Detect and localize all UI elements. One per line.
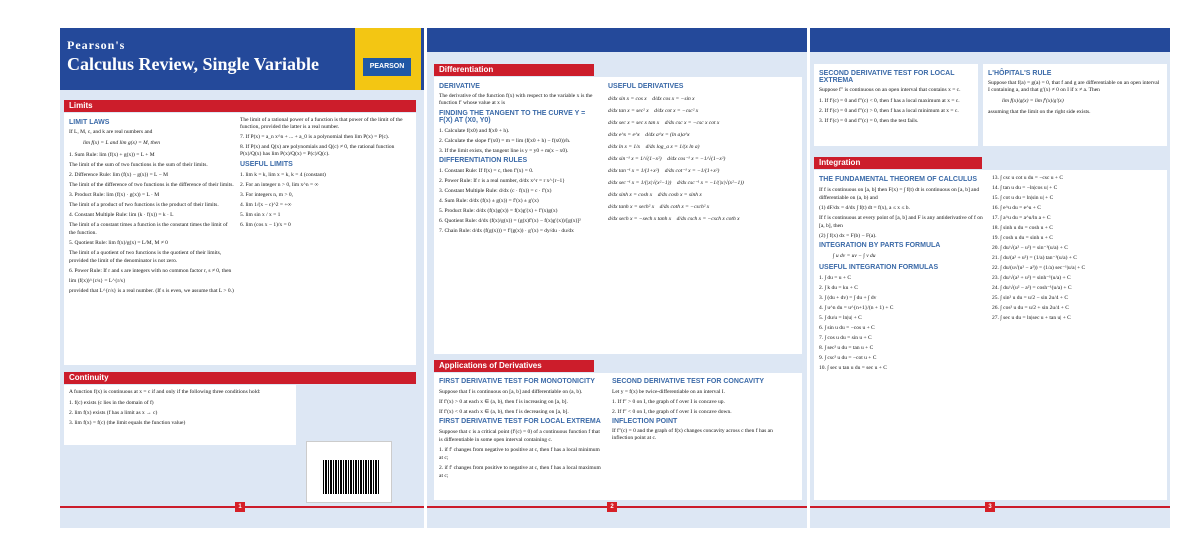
monotonic-intro: Suppose that f is continuous on [a, b] and differentiable on (a, b). (439, 389, 583, 395)
applications-box (434, 373, 802, 500)
continuity-header: Continuity (64, 372, 416, 384)
integral-9: 9. ∫ csc² u du = −cot u + C (819, 355, 877, 361)
integral-6: 6. ∫ sin u du = −cos u + C (819, 325, 875, 331)
integral-22: 22. ∫ du/(u√(u² − a²)) = (1/a) sec⁻¹|u/a| + C (992, 265, 1086, 271)
sum-derivative-rule: 4. Sum Rule: d/dx (f(x) ± g(x)) = f′(x) ± g′(x) (439, 198, 539, 204)
derivative-formula-grid: d/dx sin x = cos x d/dx cos x = −sin x d/dx tan x = sec² x d/dx cot x = −csc² x d/dx sec x = sec x tan x d/dx csc x = −csc x cot x d/dx e^x = e^x d/dx a^x = (ln a)a^x d/dx ln x = 1/x d/dx log_a x = 1/(x ln a) d/dx sin⁻¹ x = 1/√(1−x²) d/dx cos⁻¹ x = −1/√(1−x²) d/dx tan⁻¹ x = 1/(1+x²) d/dx cot⁻¹ x = −1/(1+x²) d/dx sec⁻¹ x = 1/(|x|√(x²−1)) d/dx csc⁻¹ x = −1/(|x|√(x²−1)) d/dx sinh x = cosh x d/dx cosh x = sinh x d/dx tanh x = sech² x d/dx coth x = −csch² x d/dx sech x = −sech x tanh x d/dx csch x = −csch x coth x (608, 96, 744, 222)
integral-7: 7. ∫ cos u du = sin u + C (819, 335, 872, 341)
limits-box (64, 113, 416, 365)
page-number-1: 1 (235, 502, 245, 512)
power-derivative-rule: 2. Power Rule: If r is a real number, d/dx x^r = r x^{r−1} (439, 178, 565, 184)
integration-header: Integration (814, 157, 982, 169)
tangent-step-2: 2. Calculate the slope f′(x0) = m = lim (f(x0 + h) − f(x0))/h. (439, 138, 571, 144)
useful-limit-2: 2. For an integer n > 0, lim x^n = ∞ (240, 182, 319, 188)
integral-18: 18. ∫ sinh u du = cosh u + C (992, 225, 1053, 231)
lhopital-box (983, 64, 1167, 146)
lhopital-text: Suppose that f(a) = g(a) = 0, that f and g are differentiable on an open interval I containing a, and that g′(x) ≠ 0 on I if x ≠ a. Then (988, 80, 1160, 93)
concave-down-condition: 2. If f″ < 0 on I, the graph of f over I is concave down. (612, 409, 732, 415)
difference-rule: 2. Difference Rule: lim (f(x) − g(x)) = L − M (69, 172, 168, 178)
product-rule: 3. Product Rule: lim (f(x) · g(x)) = L · M (69, 192, 160, 198)
applications-header: Applications of Derivatives (434, 360, 594, 372)
quotient-rule: 5. Quotient Rule: lim f(x)/g(x) = L/M, M ≠ 0 (69, 240, 168, 246)
ftc-equation-2: (2) ∫ f(x) dx = F(b) − F(a). (819, 233, 877, 239)
limit-intro: If L, M, c, and k are real numbers and (69, 129, 153, 135)
integral-8: 8. ∫ sec² u du = tan u + C (819, 345, 874, 351)
power-rule: 6. Power Rule: If r and s are integers with no common factor r, s ≠ 0, then (69, 268, 232, 274)
useful-derivatives-title: USEFUL DERIVATIVES (608, 83, 684, 90)
power-rule-note: provided that L^{r/s} is a real number. (If s is even, we assume that L > 0.) (69, 288, 234, 294)
continuity-condition-3: 3. lim f(x) = f(c) (the limit equals the function value) (69, 420, 186, 426)
local-maximum-test: 1. If f′(c) = 0 and f″(c) < 0, then f has a local maximum at x = c. (819, 98, 960, 104)
continuity-box (64, 385, 296, 445)
product-rule-text: The limit of a product of two functions is the product of their limits. (69, 202, 219, 208)
constant-multiple-derivative-rule: 3. Constant Multiple Rule: d/dx (c · f(x)) = c · f′(x) (439, 188, 552, 194)
rational-limit: 8. If P(x) and Q(x) are polynomials and Q(c) ≠ 0, the rational function P(x)/Q(x) has lim P(x)/Q(x) = P(c)/Q(c). (240, 144, 395, 157)
continuity-text: A function f(x) is continuous at x = c if and only if the following three conditions hold: (69, 389, 261, 395)
integral-21: 21. ∫ du/(a² + u²) = (1/a) tan⁻¹(u/a) + C (992, 255, 1077, 261)
kicker: Pearson's (67, 38, 126, 52)
test-fails: 3. If f′(c) = 0 and f″(c) = 0, then the test fails. (819, 118, 919, 124)
ftc-title: THE FUNDAMENTAL THEOREM OF CALCULUS (819, 176, 978, 183)
integration-box (814, 170, 1167, 500)
integral-17: 17. ∫ a^u du = a^u/ln a + C (992, 215, 1051, 221)
difference-rule-text: The limit of the difference of two functions is the difference of their limits. (69, 182, 234, 188)
integration-formulas-title: USEFUL INTEGRATION FORMULAS (819, 264, 939, 271)
integral-10: 10. ∫ sec u tan u du = sec u + C (819, 365, 887, 371)
integral-2: 2. ∫ k du = ku + C (819, 285, 858, 291)
integral-19: 19. ∫ cosh u du = sinh u + C (992, 235, 1053, 241)
useful-limit-1: 1. lim k = k, lim x = k, k = 4 (constant) (240, 172, 326, 178)
chain-derivative-rule: 7. Chain Rule: d/dx (f(g(x))) = f′(g(x)) · g′(x) = dy/du · du/dx (439, 228, 574, 234)
barcode-bars (323, 460, 379, 494)
differentiation-box (434, 77, 802, 354)
constant-derivative-rule: 1. Constant Rule: If f(x) = c, then f′(x) = 0. (439, 168, 534, 174)
integral-23: 23. ∫ du/√(a² + u²) = sinh⁻¹(u/a) + C (992, 275, 1071, 281)
top-blue-bar-3 (810, 28, 1170, 52)
local-extrema-title: FIRST DERIVATIVE TEST FOR LOCAL EXTREMA (439, 418, 601, 425)
monotonicity-title: FIRST DERIVATIVE TEST FOR MONOTONICITY (439, 378, 595, 385)
integral-16: 16. ∫ e^u du = e^u + C (992, 205, 1041, 211)
critical-point-text: Suppose that c is a critical point (f′(c) = 0) of a continuous function f that is differentiable in some open interval containing c. (439, 429, 600, 443)
page-title: Calculus Review, Single Variable (67, 54, 320, 74)
limit-laws-title: LIMIT LAWS (69, 119, 110, 126)
inflection-title: INFLECTION POINT (612, 418, 678, 425)
local-minimum-condition: 1. if f′ changes from negative to positive at c, then f has a local minimum at c; (439, 447, 600, 461)
ftc-text-2: If f is continuous at every point of [a, b] and F is any antiderivative of f on [a, b], then (819, 215, 983, 229)
lhopital-formula: lim f(x)/g(x) = lim f′(x)/g′(x) (1002, 98, 1064, 104)
integration-by-parts-title: INTEGRATION BY PARTS FORMULA (819, 242, 941, 249)
continuity-condition-2: 2. lim f(x) exists (f has a limit as x → c) (69, 410, 158, 416)
power-rule-formula: lim (f(x))^{r/s} = L^{r/s} (69, 278, 126, 284)
ftc-equation-1: (1) dF/dx = d/dx ∫ f(t) dt = f(x), a ≤ x ≤ b. (819, 205, 910, 211)
page-number-3: 3 (985, 502, 995, 512)
differentiation-header: Differentiation (434, 64, 594, 76)
local-maximum-condition: 2. if f′ changes from positive to negative at c, then f has a local maximum at c; (439, 465, 601, 479)
second-derivative-box (814, 64, 978, 146)
integral-24: 24. ∫ du/√(u² − a²) = cosh⁻¹(u/a) + C (992, 285, 1072, 291)
inflection-text: If f″(c) = 0 and the graph of f(x) changes concavity across c then f has an inflection point at c. (612, 428, 773, 441)
useful-limits-title: USEFUL LIMITS (240, 161, 293, 168)
isbn-barcode (306, 441, 392, 503)
concavity-title: SECOND DERIVATIVE TEST FOR CONCAVITY (612, 378, 765, 385)
useful-limit-5: 5. lim sin x / x = 1 (240, 212, 281, 218)
useful-limit-4: 4. lim 1/(x − c)^2 = +∞ (240, 202, 292, 208)
constant-rule-text: The limit of a constant times a function is the constant times the limit of the function. (69, 222, 228, 236)
differentiation-rules-title: DIFFERENTIATION RULES (439, 157, 528, 164)
pearson-logo: PEARSON (363, 58, 411, 76)
tangent-title: FINDING THE TANGENT TO THE CURVE Y = F(X) AT (X0, Y0) (439, 110, 586, 124)
derivative-title: DERIVATIVE (439, 83, 480, 90)
concavity-intro: Let y = f(x) be twice-differentiable on an interval I. (612, 389, 725, 395)
sum-rule: 1. Sum Rule: lim (f(x) + g(x)) = L + M (69, 152, 155, 158)
lhopital-title: L'HÔPITAL'S RULE (988, 70, 1052, 77)
integral-27: 27. ∫ sec u du = ln|sec u + tan u| + C (992, 315, 1071, 321)
integral-5: 5. ∫ du/u = ln|u| + C (819, 315, 862, 321)
sum-rule-text: The limit of the sum of two functions is the sum of their limits. (69, 162, 208, 168)
limits-header: Limits (64, 100, 416, 112)
bottom-line-2 (427, 506, 807, 508)
integral-26: 26. ∫ cos² u du = u/2 + sin 2u/4 + C (992, 305, 1069, 311)
useful-limit-6: 6. lim (cos x − 1)/x = 0 (240, 222, 291, 228)
integral-25: 25. ∫ sin² u du = u/2 − sin 2u/4 + C (992, 295, 1069, 301)
integration-by-parts-formula: ∫ u dv = uv − ∫ v du (833, 253, 876, 259)
integral-1: 1. ∫ du = u + C (819, 275, 852, 281)
integral-13: 13. ∫ csc u cot u du = −csc u + C (992, 175, 1063, 181)
increasing-condition: If f′(x) > 0 at each x ∈ (a, b), then f is increasing on [a, b]. (439, 399, 568, 405)
second-derivative-title: SECOND DERIVATIVE TEST FOR LOCAL EXTREMA (819, 70, 955, 84)
quotient-derivative-rule: 6. Quotient Rule: d/dx (f(x)/g(x)) = (g(x)f′(x) − f(x)g′(x))/[g(x)]² (439, 218, 581, 224)
integral-4: 4. ∫ u^n du = u^{n+1}/(n + 1) + C (819, 305, 894, 311)
integral-15: 15. ∫ cot u du = ln|sin u| + C (992, 195, 1054, 201)
continuity-condition-1: 1. f(c) exists (c lies in the domain of f) (69, 400, 154, 406)
useful-limit-3: 3. For integers n, m > 0, (240, 192, 294, 198)
page-number-2: 2 (607, 502, 617, 512)
product-derivative-rule: 5. Product Rule: d/dx (f(x)g(x)) = f(x)g′(x) + f′(x)g(x) (439, 208, 558, 214)
lhopital-note: assuming that the limit on the right side exists. (988, 109, 1091, 115)
local-minimum-test: 2. If f′(c) = 0 and f″(c) > 0, then f has a local minimum at x = c. (819, 108, 959, 114)
rational-power-note: The limit of a rational power of a function is that power of the limit of the function, provided the latter is a real number. (240, 117, 403, 130)
tangent-step-3: 3. If the limit exists, the tangent line is y = y0 + m(x − x0). (439, 148, 569, 154)
ftc-text-1: If f is continuous on [a, b] then F(x) = ∫ f(t) dt is continuous on [a, b] and differentiable on (a, b) and (819, 187, 980, 201)
second-derivative-intro: Suppose f″ is continuous on an open interval that contains x = c. (819, 87, 961, 93)
decreasing-condition: If f′(x) < 0 at each x ∈ (a, b), then f is decreasing on [a, b]. (439, 409, 569, 415)
integral-3: 3. ∫ (du + dv) = ∫ du + ∫ dv (819, 295, 877, 301)
derivative-text: The derivative of the function f(x) with respect to the variable x is the function f′ whose value at x is (439, 93, 593, 106)
top-blue-bar-2 (427, 28, 807, 52)
integral-14: 14. ∫ tan u du = −ln|cos u| + C (992, 185, 1058, 191)
polynomial-limit: 7. If P(x) = a_n x^n + ... + a_0 is a polynomial then lim P(x) = P(c). (240, 134, 390, 140)
limit-assumption: lim f(x) = L and lim g(x) = M, then (83, 140, 160, 146)
concave-up-condition: 1. If f″ > 0 on I, the graph of f over I is concave up. (612, 399, 725, 405)
constant-rule: 4. Constant Multiple Rule: lim (k · f(x)) = k · L (69, 212, 174, 218)
quotient-rule-text: The limit of a quotient of two functions is the quotient of their limits, provided the limit of the denominator is not zero. (69, 250, 222, 264)
integral-20: 20. ∫ du/√(a² − u²) = sin⁻¹(u/a) + C (992, 245, 1068, 251)
tangent-step-1: 1. Calculate f(x0) and f(x0 + h). (439, 128, 510, 134)
